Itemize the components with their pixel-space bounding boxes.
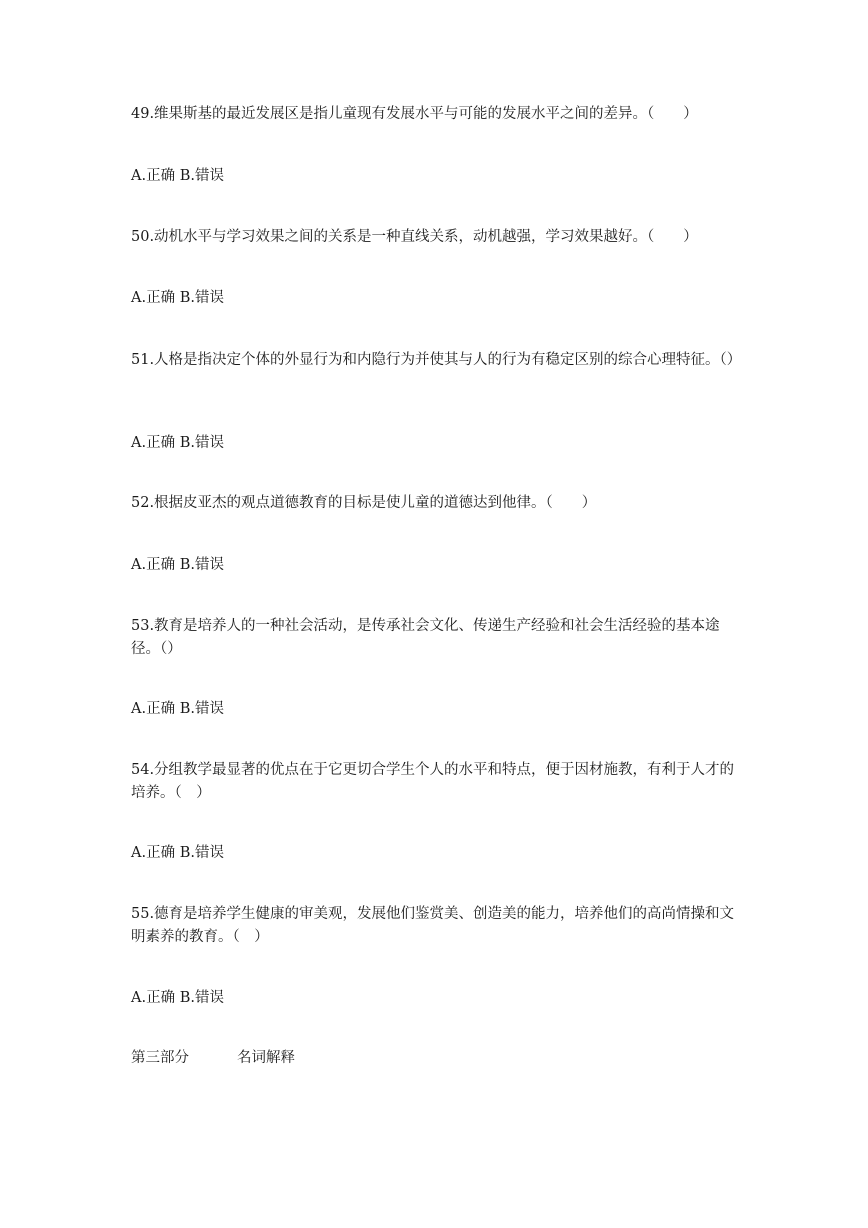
question-54-options: A.正确 B.错误 (131, 845, 224, 861)
section-part-label: 第三部分 (131, 1050, 189, 1066)
question-51-options: A.正确 B.错误 (131, 435, 224, 451)
question-49-stem: 49.维果斯基的最近发展区是指儿童现有发展水平与可能的发展水平之间的差异。（ ） (131, 106, 698, 122)
section-title: 名词解释 (237, 1050, 295, 1066)
question-53-stem: 53.教育是培养人的一种社会活动，是传承社会文化、传递生产经验和社会生活经验的基本途径。（） (131, 618, 720, 657)
question-49-options: A.正确 B.错误 (131, 168, 224, 184)
question-50-stem: 50.动机水平与学习效果之间的关系是一种直线关系，动机越强，学习效果越好。（ ） (131, 229, 698, 245)
question-50-options: A.正确 B.错误 (131, 290, 224, 306)
question-51-stem: 51.人格是指决定个体的外显行为和内隐行为并使其与人的行为有稳定区别的综合心理特征。（） (131, 352, 742, 368)
question-52-stem: 52.根据皮亚杰的观点道德教育的目标是使儿童的道德达到他律。（ ） (131, 495, 597, 511)
question-55-options: A.正确 B.错误 (131, 990, 224, 1006)
question-55-stem: 55.德育是培养学生健康的审美观，发展他们鉴赏美、创造美的能力，培养他们的高尚情操和文明素养的教育。（ ） (131, 906, 735, 945)
section-heading (131, 1047, 295, 1070)
question-52-options: A.正确 B.错误 (131, 557, 224, 573)
question-54-stem: 54.分组教学最显著的优点在于它更切合学生个人的水平和特点，便于因材施教，有利于人才的培养。（ ） (131, 762, 735, 801)
question-53-options: A.正确 B.错误 (131, 701, 224, 717)
